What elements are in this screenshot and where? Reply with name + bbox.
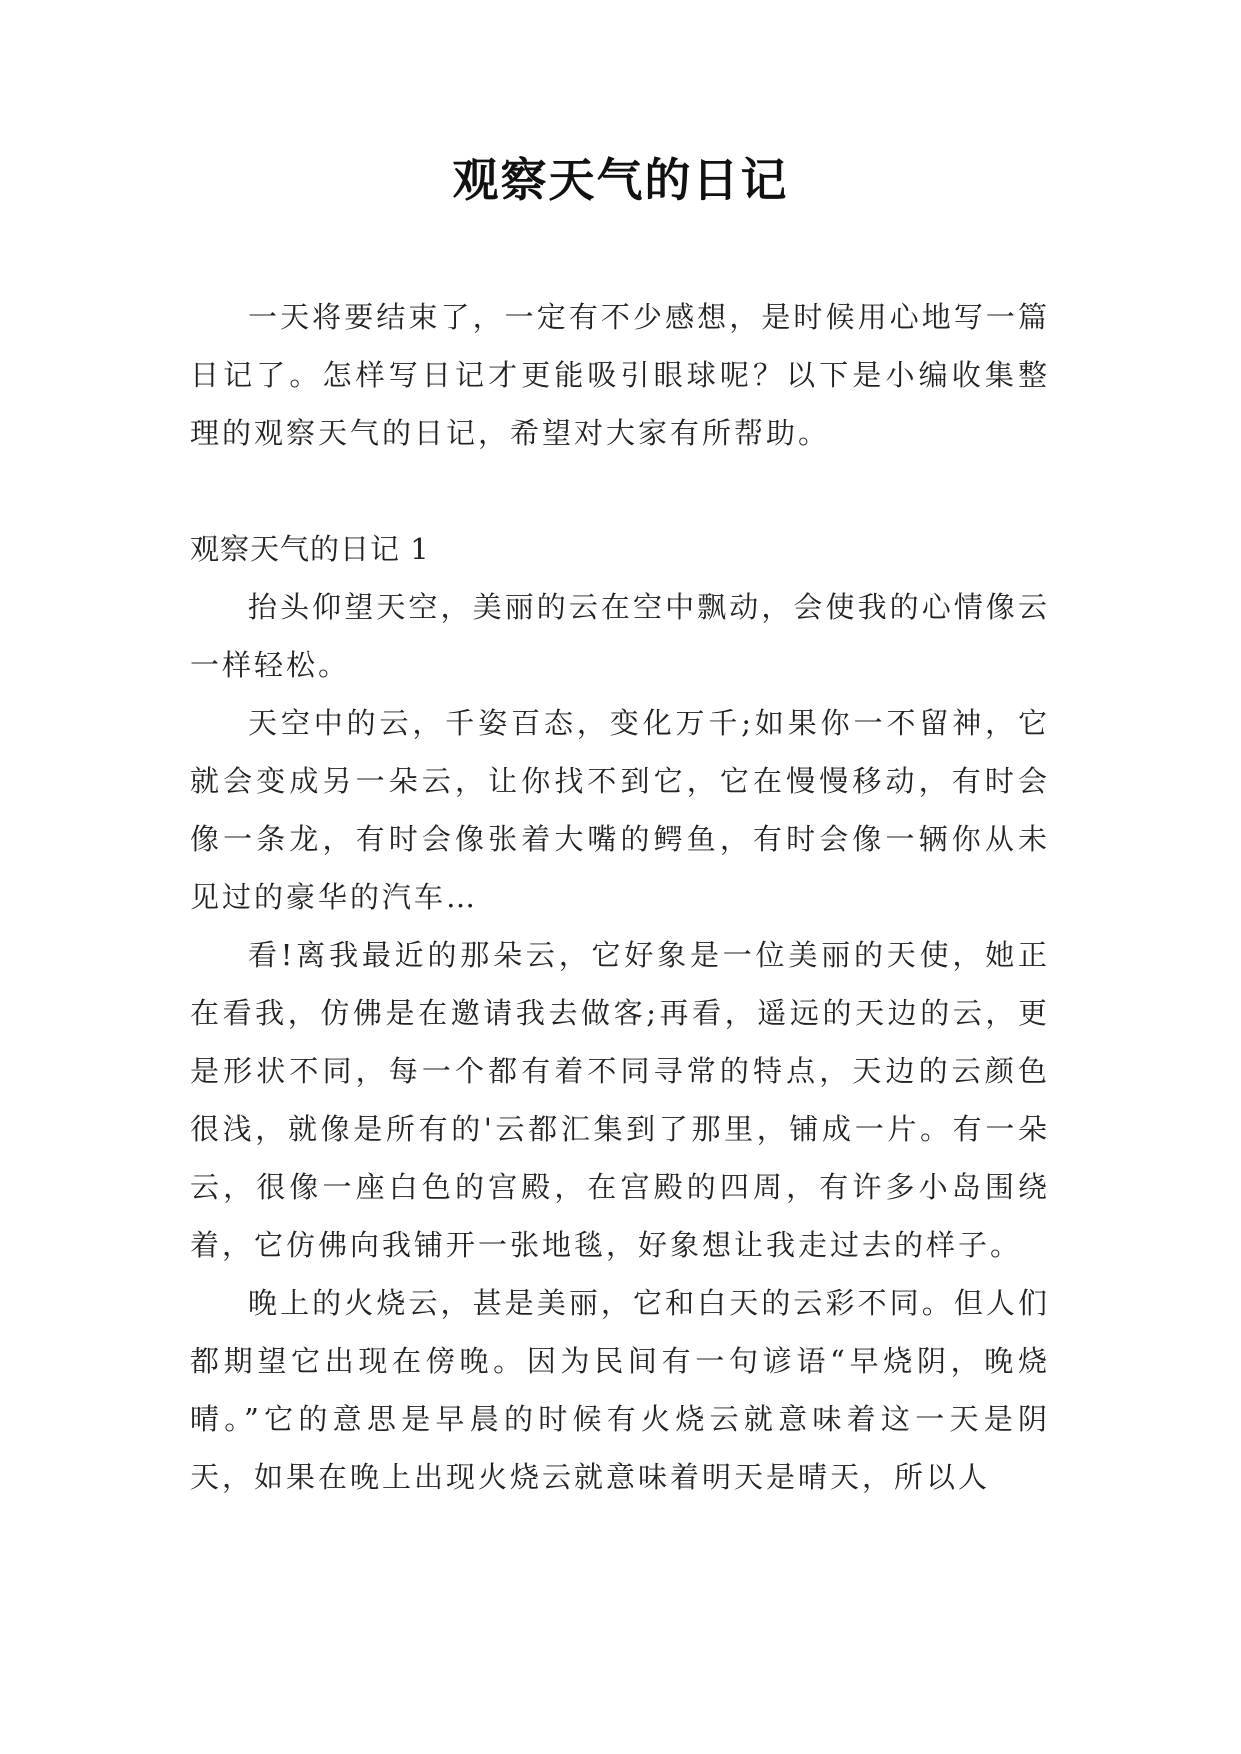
intro-paragraph: 一天将要结束了，一定有不少感想，是时候用心地写一篇日记了。怎样写日记才更能吸引眼球呢？以下是小编收集整理的观察天气的日记，希望对大家有所帮助。 — [190, 300, 1050, 450]
body-paragraph: 抬头仰望天空，美丽的云在空中飘动，会使我的心情像云一样轻松。 — [190, 590, 1050, 682]
section-heading: 观察天气的日记 1 — [190, 532, 430, 566]
body-paragraph: 晚上的火烧云，甚是美丽，它和白天的云彩不同。但人们都期望它出现在傍晚。因为民间有一句谚语“早烧阴，晚烧晴。”它的意思是早晨的时候有火烧云就意味着这一天是阴天，如果在晚上出现火烧云就意味着明天是晴天，所以人 — [190, 1286, 1050, 1494]
document-body — [190, 288, 1050, 1506]
body-paragraph: 天空中的云，千姿百态，变化万千;如果你一不留神，它就会变成另一朵云，让你找不到它，它在慢慢移动，有时会像一条龙，有时会像张着大嘴的鳄鱼，有时会像一辆你从未见过的豪华的汽车… — [190, 706, 1050, 914]
document-title: 观察天气的日记 — [452, 153, 789, 207]
body-paragraph: 看!离我最近的那朵云，它好象是一位美丽的天使，她正在看我，仿佛是在邀请我去做客;再看，遥远的天边的云，更是形状不同，每一个都有着不同寻常的特点，天边的云颜色很浅，就像是所有的'云都汇集到了那里，铺成一片。有一朵云，很像一座白色的宫殿，在宫殿的四周，有许多小岛围绕着，它仿佛向我铺开一张地毯，好象想让我走过去的样子。 — [190, 938, 1050, 1262]
